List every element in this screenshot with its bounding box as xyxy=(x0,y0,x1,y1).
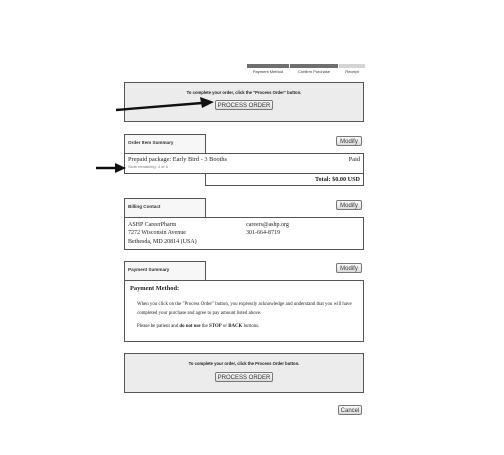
modify-order-button[interactable]: Modify xyxy=(336,136,362,146)
order-total xyxy=(315,176,360,183)
payment-heading: Payment Method: xyxy=(130,285,180,292)
step-receipt xyxy=(339,64,365,77)
billing-address-line2: Bethesda, MD 20814 (USA) xyxy=(128,238,197,245)
step-confirm-purchase xyxy=(290,64,338,77)
step-label: Confirm Purchase xyxy=(297,69,330,74)
billing-email: careers@ashp.org xyxy=(246,222,289,228)
billing-contact-tab: Billing Contact xyxy=(124,198,206,217)
order-total-box xyxy=(205,173,364,186)
billing-phone: 301-664-8719 xyxy=(246,230,280,237)
item-name: Prepaid package: Early Bird - 3 Booths xyxy=(128,156,227,163)
step-label: Payment Method xyxy=(252,69,284,74)
step-label: Receipt xyxy=(345,69,359,74)
payment-summary-box xyxy=(124,280,364,342)
billing-contact-box xyxy=(124,217,364,250)
step-payment-method xyxy=(247,64,289,77)
billing-contact-info xyxy=(246,221,289,238)
payment-summary-tab: Payment Summary xyxy=(124,261,206,280)
billing-address xyxy=(128,221,197,246)
payment-acknowledgement: When you click on the "Process Order" button, you expressly acknowledge and understand that you will have completed your purchase and agree to pay amount listed above. xyxy=(137,302,352,316)
order-summary-tab: Order Item Summary xyxy=(124,134,206,153)
process-instruction: To complete your order, click the Process Order button. xyxy=(188,361,300,366)
modify-billing-button[interactable]: Modify xyxy=(336,200,362,210)
arrow-icon xyxy=(94,162,128,174)
order-summary-box xyxy=(124,153,364,174)
modify-payment-button[interactable]: Modify xyxy=(336,263,362,273)
process-order-panel-bottom xyxy=(124,353,364,393)
total-value: $0.00 USD xyxy=(332,176,360,183)
process-instruction: To complete your order, click the "Process Order" button. xyxy=(186,90,302,95)
payment-patience-note: Please be patient and do not use the STOP or BACK buttons. xyxy=(137,324,260,329)
process-order-button[interactable]: PROCESS ORDER xyxy=(215,372,273,382)
cancel-button[interactable]: Cancel xyxy=(338,405,362,415)
billing-address-line1: 7272 Wisconsin Avenue xyxy=(128,230,186,237)
slots-remaining: Slots remaining: 4 of 6 xyxy=(128,164,168,169)
total-label: Total: xyxy=(315,176,331,183)
process-order-button[interactable]: PROCESS ORDER xyxy=(215,100,273,110)
item-status: Paid xyxy=(348,156,360,163)
billing-name: ASHP CareerPharm xyxy=(128,222,177,228)
arrow-icon xyxy=(112,96,216,116)
